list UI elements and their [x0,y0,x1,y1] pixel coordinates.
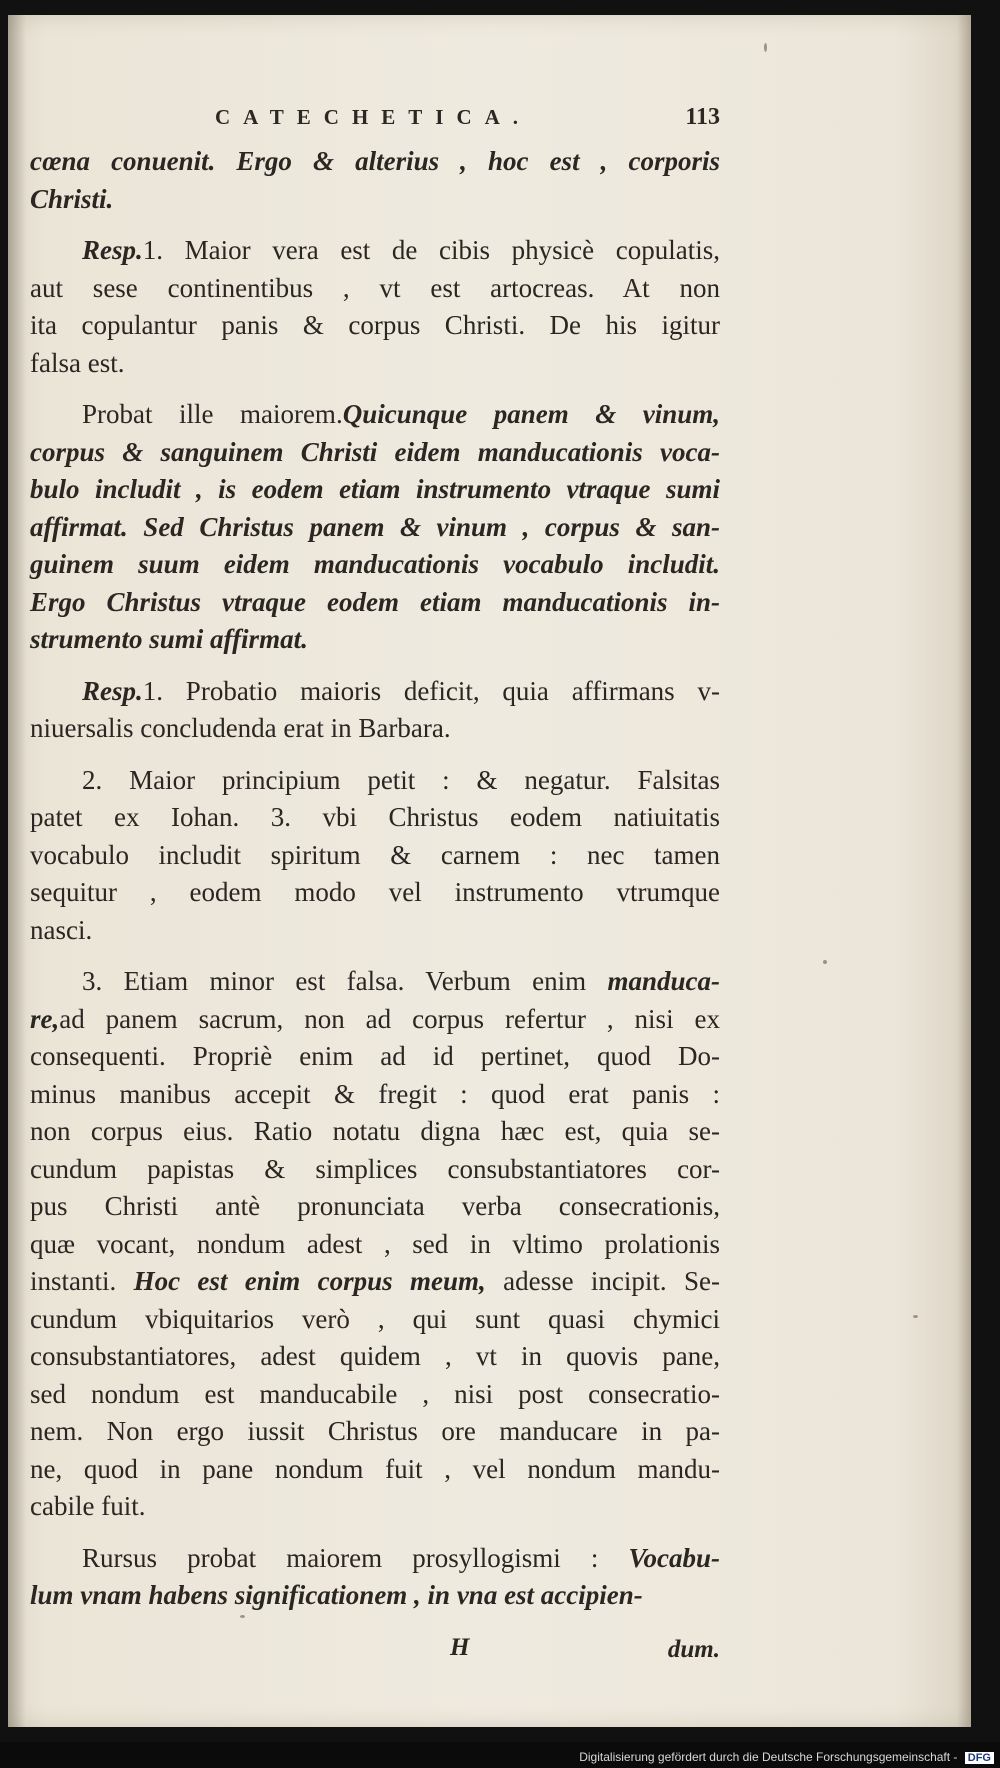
paper-speck [913,1315,918,1318]
text-line [30,546,720,584]
text-line [30,1301,720,1339]
text-line [30,181,720,219]
digitization-credit [579,1750,994,1764]
text-line [30,1451,720,1489]
text-line [30,799,720,837]
text-line [30,710,720,748]
roman-run: ne, quod in pane nondum fuit , vel nondum mandu- [30,1453,720,1484]
credit-text: Digitalisierung gefördert durch die Deutsche Forschungsgemeinschaft - [579,1750,958,1764]
roman-run: adesse incipit. Se- [485,1266,720,1296]
italic-run: strumento sumi affirmat. [30,624,308,654]
paragraph [30,762,720,950]
italic-run: guinem suum eidem manducationis vocabulo includit. [30,549,720,579]
text-line [30,1413,720,1451]
text-line [30,963,720,1001]
text-line [30,1540,720,1578]
roman-run: sequitur , eodem modo vel instrumento vtrumque [30,877,720,907]
text-line [30,762,720,800]
italic-run: cœna conuenit. [30,146,216,176]
roman-run: 2. Maior principium petit : & negatur. Falsitas [82,764,720,795]
text-line [30,270,720,308]
italic-run: Ergo Christus vtraque eodem etiam manducationis in- [30,586,720,617]
roman-run: cundum vbiquitarios verò , qui sunt quasi chymici [30,1303,720,1334]
roman-run: minus manibus accepit & fregit : quod erat panis : [30,1078,720,1109]
roman-run: consequenti. Propriè enim ad id pertinet, quod Do- [30,1041,720,1071]
catchword: dum. [667,1635,720,1663]
text-line [30,1577,720,1615]
text-line [30,621,720,659]
page-number: 113 [685,104,720,130]
paragraph [30,1540,720,1615]
italic-run: Vocabu- [598,1542,720,1573]
paragraph [30,143,720,218]
paragraph [30,673,720,748]
roman-run: consubstantiatores, adest quidem , vt in quovis pane, [30,1341,720,1371]
paper-speck [764,43,767,52]
roman-run: nem. Non ergo iussit Christus ore manducare in pa- [30,1416,720,1446]
italic-run: re, [30,1003,60,1034]
italic-run: Ergo & alterius , hoc est , corporis [215,146,720,176]
roman-run: patet ex Iohan. 3. vbi Christus eodem natiuitatis [30,802,720,832]
text-line [30,673,720,711]
italic-run: bulo includit , is eodem etiam instrumento vtraque sumi [30,474,720,504]
roman-run: 3. Etiam minor est falsa. Verbum enim [82,966,608,996]
text-line [30,1001,720,1039]
catch-line [30,1629,720,1669]
text-line [30,232,720,270]
italic-run: Resp. [82,675,143,706]
roman-run: cundum papistas & simplices consubstantiatores cor- [30,1153,720,1184]
italic-run: corpus & sanguinem Christi eidem manducationis voca- [30,436,720,467]
text-line [30,1338,720,1376]
running-title: CATECHETICA. [215,105,532,129]
italic-run: affirmat. Sed Christus panem & vinum , corpus & san- [30,511,720,542]
roman-run: vocabulo includit spiritum & carnem : nec tamen [30,839,720,870]
roman-run: Probat ille maiorem. [82,399,343,429]
roman-run: ita copulantur panis & corpus Christi. De his igitur [30,310,720,340]
italic-run: Hoc est enim corpus meum, [116,1266,486,1296]
text-line [30,1151,720,1189]
roman-run: aut sese continentibus , vt est artocreas. At non [30,272,720,303]
roman-run: cabile fuit. [30,1491,146,1521]
roman-run: non corpus eius. Ratio notatu digna hæc est, quia se- [30,1116,720,1146]
text-line [30,912,720,950]
text-line [30,307,720,345]
text-line [30,874,720,912]
roman-run: 1. Maior vera est de cibis physicè copulatis, [142,235,720,265]
italic-run: Resp. [82,235,143,265]
text-line [30,584,720,622]
text-line [30,1188,720,1226]
roman-run: falsa est. [30,347,125,378]
gutter-shadow [8,15,26,1727]
text-block [30,95,720,1669]
roman-run: Rursus probat maiorem prosyllogismi : [82,1542,599,1573]
body-text [30,143,720,1615]
roman-run: instanti. [30,1266,117,1296]
text-line [30,471,720,509]
paragraph [30,396,720,659]
paragraph [30,963,720,1526]
text-line [30,837,720,875]
running-head [30,95,720,143]
roman-run: niuersalis concludenda erat in Barbara. [30,713,451,743]
paper-speck [823,960,827,964]
roman-run: pus Christi antè pronunciata verba consecrationis, [30,1191,720,1221]
italic-run: Christi. [30,183,114,214]
text-line [30,1113,720,1151]
italic-run: Quicunque panem & vinum, [342,399,720,429]
text-line [30,1263,720,1301]
text-line [30,396,720,434]
italic-run: manduca- [607,966,720,996]
text-line [30,1038,720,1076]
text-line [30,143,720,181]
roman-run: 1. Probatio maioris deficit, quia affirmans v- [142,675,720,706]
text-line [30,434,720,472]
text-line [30,1488,720,1526]
roman-run: ad panem sacrum, non ad corpus refertur , nisi ex [59,1003,720,1034]
text-line [30,1076,720,1114]
roman-run: nasci. [30,914,93,945]
text-line [30,1376,720,1414]
signature-mark: H [450,1633,470,1661]
italic-run: lum vnam habens significationem , in vna est accipien- [30,1580,643,1610]
roman-run: quæ vocant, nondum adest , sed in vltimo prolationis [30,1228,720,1259]
dfg-logo: DFG [965,1752,994,1764]
book-page [8,15,971,1727]
roman-run: sed nondum est manducabile , nisi post consecratio- [30,1378,720,1409]
text-line [30,509,720,547]
page-edge [957,15,971,1727]
text-line [30,1226,720,1264]
text-line [30,345,720,383]
paragraph [30,232,720,382]
